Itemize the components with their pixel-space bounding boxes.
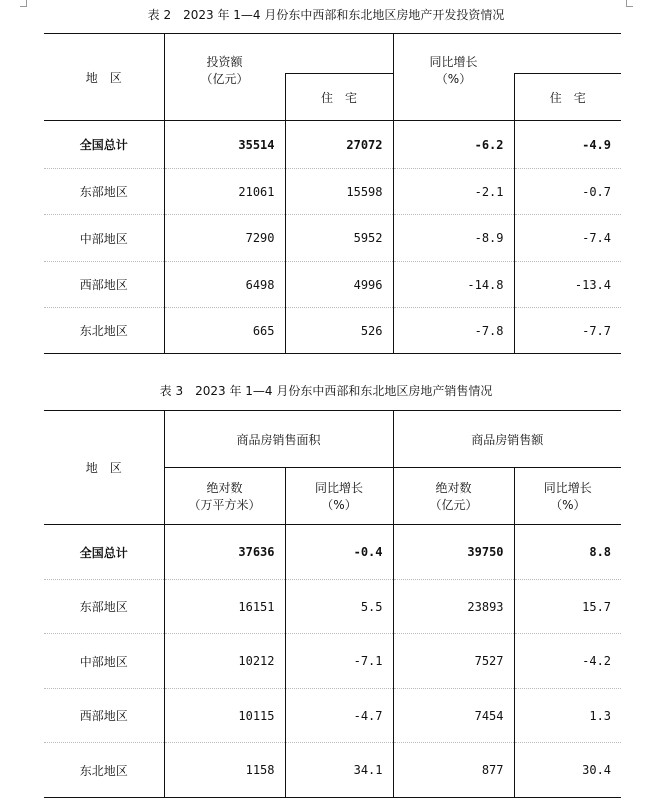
table3-cell-region: 全国总计: [44, 525, 164, 580]
table2-cell-yoy-residential: -7.4: [514, 215, 621, 262]
table2-header-yoy-residential: 住 宅: [514, 74, 621, 121]
table2-cell-region: 中部地区: [44, 215, 164, 262]
table2-cell-residential: 526: [285, 308, 393, 354]
table3: [44, 410, 621, 798]
table2-cell-region: 全国总计: [44, 121, 164, 169]
table3-cell-region: 东部地区: [44, 580, 164, 634]
table2-cell-yoy-residential: -4.9: [514, 121, 621, 169]
table3-cell-sales: 7454: [393, 689, 514, 743]
table3-cell-region: 西部地区: [44, 689, 164, 743]
table2-cell-investment: 21061: [164, 169, 285, 215]
table3-header-region: 地 区: [44, 411, 164, 525]
table2-cell-yoy-residential: -0.7: [514, 169, 621, 215]
table2-header-blank: [285, 34, 393, 74]
table2-cell-region: 东北地区: [44, 308, 164, 354]
table2-cell-residential: 5952: [285, 215, 393, 262]
table3-cell-area-yoy: -7.1: [285, 634, 393, 689]
table3-cell-area: 10212: [164, 634, 285, 689]
table2-cell-region: 东部地区: [44, 169, 164, 215]
table2-header-region: 地 区: [44, 34, 164, 121]
table3-cell-sales: 23893: [393, 580, 514, 634]
table2-row: [44, 121, 621, 169]
table3-cell-area-yoy: 5.5: [285, 580, 393, 634]
crop-mark-top-right: [626, 0, 633, 7]
table2-cell-region: 西部地区: [44, 262, 164, 308]
table2-cell-investment: 665: [164, 308, 285, 354]
table3-row: [44, 743, 621, 798]
table2-row: [44, 308, 621, 354]
table3-cell-region: 中部地区: [44, 634, 164, 689]
table3-header-area-yoy: 同比增长 （%）: [285, 468, 393, 525]
table3-row: [44, 689, 621, 743]
table3-cell-area-yoy: -4.7: [285, 689, 393, 743]
table2-cell-yoy: -2.1: [393, 169, 514, 215]
table3-cell-sales-yoy: 15.7: [514, 580, 621, 634]
table3-cell-area-yoy: -0.4: [285, 525, 393, 580]
table3-row: [44, 525, 621, 580]
table2-row: [44, 215, 621, 262]
table2-header-investment: 投资额 （亿元）: [164, 34, 285, 121]
table2-cell-yoy-residential: -13.4: [514, 262, 621, 308]
table3-cell-sales-yoy: 1.3: [514, 689, 621, 743]
table2: [44, 33, 621, 354]
table3-header-sales-yoy: 同比增长 （%）: [543, 481, 592, 512]
table3-cell-area: 37636: [164, 525, 285, 580]
table2-cell-residential: 15598: [285, 169, 393, 215]
table3-cell-sales-yoy: -4.2: [514, 634, 621, 689]
table3-cell-sales: 877: [393, 743, 514, 798]
table3-cell-area-yoy: 34.1: [285, 743, 393, 798]
crop-mark-top-left: [20, 0, 27, 7]
table2-caption: 表 2 2023 年 1—4 月份东中西部和东北地区房地产开发投资情况: [147, 8, 505, 22]
table3-cell-area: 1158: [164, 743, 285, 798]
table2-row: [44, 169, 621, 215]
table2-cell-residential: 4996: [285, 262, 393, 308]
table3-cell-area: 10115: [164, 689, 285, 743]
table3-cell-sales: 39750: [393, 525, 514, 580]
table3-row: [44, 580, 621, 634]
table2-row: [44, 262, 621, 308]
table3-cell-sales-yoy: 30.4: [514, 743, 621, 798]
table3-cell-sales: 7527: [393, 634, 514, 689]
table2-header-blank-right: [514, 34, 621, 74]
table2-cell-investment: 7290: [164, 215, 285, 262]
table2-cell-investment: 35514: [164, 121, 285, 169]
table2-cell-yoy: -8.9: [393, 215, 514, 262]
table3-header-sales-group: 商品房销售额: [393, 411, 621, 468]
table3-header-area-abs: 绝对数 （万平方米）: [164, 468, 285, 525]
table2-header-yoy: 同比增长 （%）: [393, 34, 514, 121]
table3-header-area-group: 商品房销售面积: [164, 411, 393, 468]
table2-cell-yoy-residential: -7.7: [514, 308, 621, 354]
table3-row: [44, 634, 621, 689]
table2-cell-yoy: -7.8: [393, 308, 514, 354]
table3-header-sales-abs: 绝对数 （亿元）: [393, 468, 514, 525]
table2-cell-investment: 6498: [164, 262, 285, 308]
table2-cell-yoy: -14.8: [393, 262, 514, 308]
table3-cell-sales-yoy: 8.8: [514, 525, 621, 580]
table2-cell-residential: 27072: [285, 121, 393, 169]
table2-header-residential: 住 宅: [285, 74, 393, 121]
table3-cell-area: 16151: [164, 580, 285, 634]
table2-cell-yoy: -6.2: [393, 121, 514, 169]
table3-caption: 表 3 2023 年 1—4 月份东中西部和东北地区房地产销售情况: [159, 384, 493, 398]
table3-cell-region: 东北地区: [44, 743, 164, 798]
